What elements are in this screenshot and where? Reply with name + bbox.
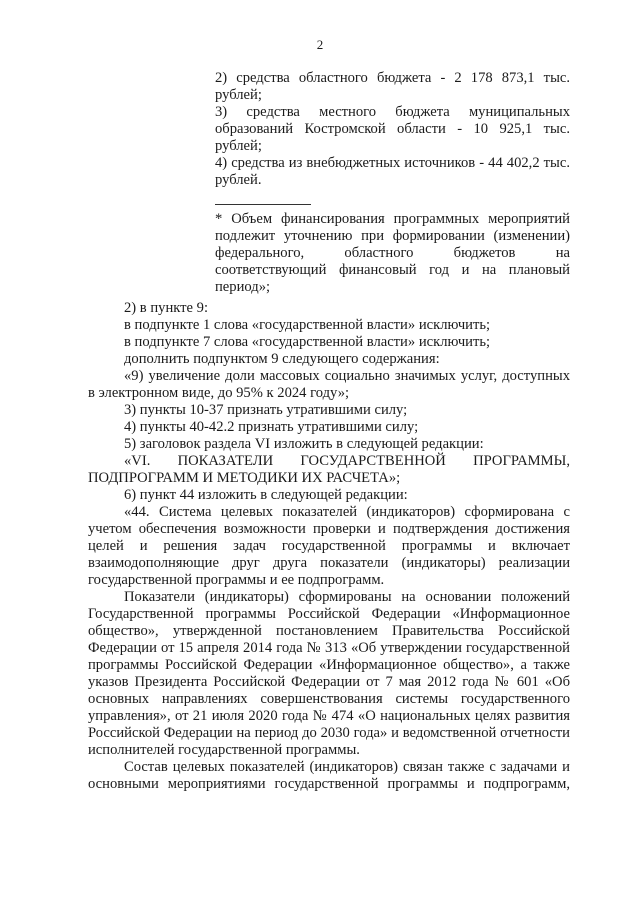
page-number: 2 bbox=[316, 37, 324, 52]
paragraph: «9) увеличение доли массовых социально значимых услуг, доступных в электронном виде, до 95% к 2024 году»; bbox=[88, 368, 570, 401]
paragraph: дополнить подпунктом 9 следующего содержания: bbox=[124, 351, 440, 367]
main-text bbox=[88, 300, 570, 793]
funding-item-local: 3) средства местного бюджета муниципальных образований Костромской области - 10 925,1 тыс. рублей; bbox=[215, 104, 570, 154]
footnote bbox=[215, 211, 570, 296]
paragraph: «44. Система целевых показателей (индикаторов) сформирована с учетом обеспечения возможности проверки и подтверждения достижения целей и решения задач государственной программы и включает взаимодополняющие друг друга показатели (индикаторы) реализации государственной программы и ее подпрограмм. bbox=[88, 504, 570, 588]
footnote-separator bbox=[215, 204, 311, 205]
paragraph: Состав целевых показателей (индикаторов) связан также с задачами и основными мероприятиями государственной программы и подпрограмм, bbox=[88, 759, 570, 792]
funding-item-regional: 2) средства областного бюджета - 2 178 873,1 тыс. рублей; bbox=[215, 70, 570, 103]
footnote-text: * Объем финансирования программных мероприятий подлежит уточнению при формировании (изменении) федерального, областного бюджетов на соответствующий финансовый год и на плановый период»; bbox=[215, 211, 570, 295]
paragraph: 2) в пункте 9: bbox=[124, 300, 209, 316]
paragraph: в подпункте 7 слова «государственной власти» исключить; bbox=[124, 334, 491, 350]
paragraph: 6) пункт 44 изложить в следующей редакции: bbox=[124, 487, 408, 503]
section-heading: «VI. ПОКАЗАТЕЛИ ГОСУДАРСТВЕННОЙ ПРОГРАММЫ, ПОДПРОГРАММ И МЕТОДИКИ ИХ РАСЧЕТА»; bbox=[88, 453, 570, 486]
paragraph: 4) пункты 40-42.2 признать утратившими силу; bbox=[124, 419, 419, 435]
funding-sources bbox=[215, 70, 570, 189]
paragraph: 3) пункты 10-37 признать утратившими силу; bbox=[124, 402, 408, 418]
paragraph: 5) заголовок раздела VI изложить в следующей редакции: bbox=[124, 436, 484, 452]
paragraph: Показатели (индикаторы) сформированы на основании положений Государственной программы Российской Федерации «Информационное общество», утвержденной постановлением Правительства Российской Федерации от 15 апреля 2014 года № 313 «Об утверждении государственной программы Российской Федерации «Информационное общество», а также указов Президента Российской Федерации от 7 мая 2012 года № 601 «Об основных направлениях совершенствования системы государственного управления», от 21 июля 2020 года № 474 «О национальных целях развития Российской Федерации на период до 2030 года» и ведомственной отчетности исполнителей государственной программы. bbox=[88, 589, 570, 758]
funding-item-extrabudget: 4) средства из внебюджетных источников - 44 402,2 тыс. рублей. bbox=[215, 155, 570, 188]
paragraph: в подпункте 1 слова «государственной власти» исключить; bbox=[124, 317, 491, 333]
